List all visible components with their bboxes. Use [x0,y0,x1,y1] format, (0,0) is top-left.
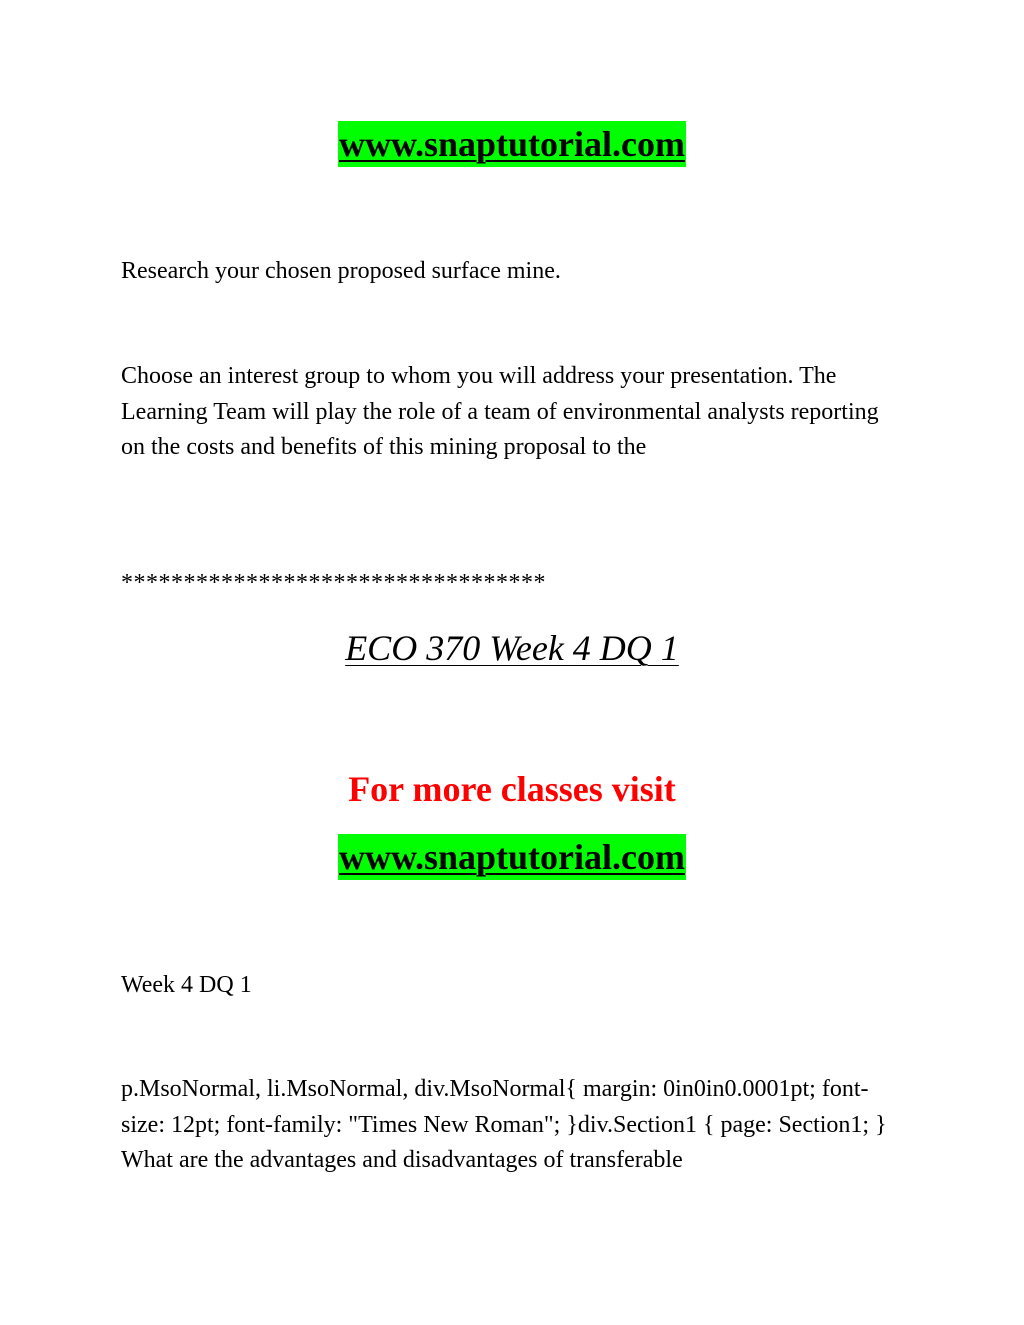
more-classes-heading: For more classes visit [348,769,676,809]
course-title: ECO 370 Week 4 DQ 1 [345,628,679,668]
more-classes-line [0,767,1024,811]
choose-group-paragraph: Choose an interest group to whom you will address your presentation. The Learning Team will play the role of a team of environmental analysts reporting on the costs and benefits of this mining proposal to the [121,363,879,460]
top-website-link[interactable]: www.snaptutorial.com [338,121,686,167]
week-label: Week 4 DQ 1 [121,972,252,998]
css-text-paragraph: p.MsoNormal, li.MsoNormal, div.MsoNormal{ margin: 0in0in0.0001pt; font-size: 12pt; font-family: "Times New Roman"; }div.Section1 { page: Section1; } What are the advantages and disadvantages of transferable [121,1076,887,1173]
separator-stars: ********************************** [121,570,546,596]
top-link-line [0,121,1024,167]
bottom-website-link[interactable]: www.snaptutorial.com [338,834,686,880]
course-title-line [0,626,1024,670]
research-paragraph: Research your chosen proposed surface mine. [121,258,561,284]
bottom-link-line [0,834,1024,880]
